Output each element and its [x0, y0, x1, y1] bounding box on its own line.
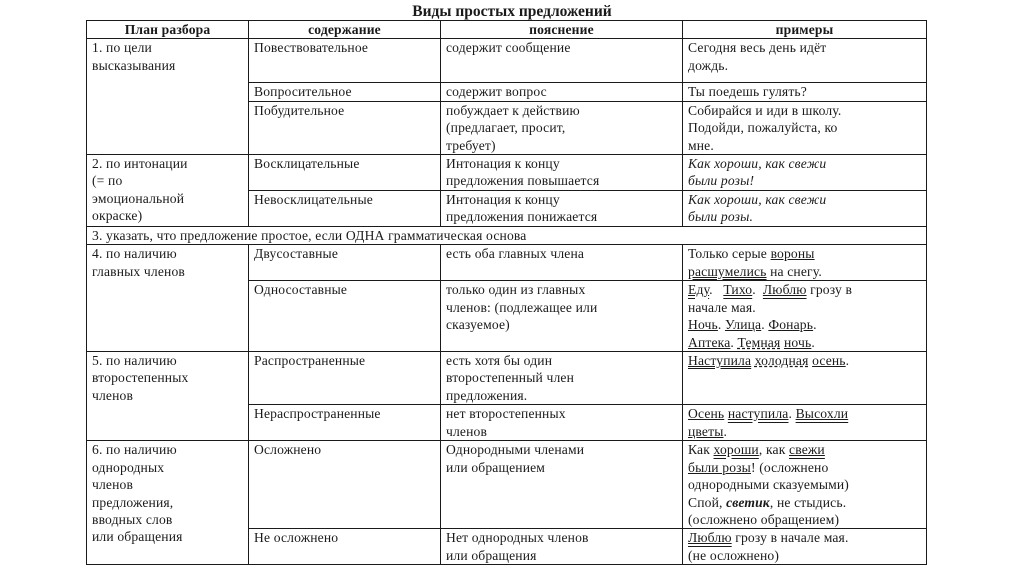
header-row: [87, 21, 927, 39]
plan-text: 2. по интонации (= по эмоциональной окраске): [92, 156, 188, 224]
explanation-text: побуждает к действию (предлагает, просит, требует): [446, 102, 580, 153]
predicate-word: наступила: [727, 406, 789, 422]
predicate-word: хороши: [713, 442, 759, 458]
explanation-text: содержит сообщение: [446, 40, 571, 56]
explanation-cell: [441, 281, 683, 352]
content-text: Вопросительное: [254, 84, 352, 100]
example-word: начале мая.: [688, 299, 756, 315]
example-line: [688, 459, 921, 476]
example-cell: [683, 441, 927, 529]
content-cell: [249, 405, 441, 441]
subject-word: Аптека: [688, 334, 731, 350]
example-cell: [683, 83, 927, 101]
explanation-text: Интонация к концу предложения повышается: [446, 156, 600, 189]
example-line: Аптека. Темная ночь.: [688, 334, 815, 350]
explanation-text: Нет однородных членов или обращения: [446, 530, 589, 563]
example-word: грозу в: [810, 282, 853, 298]
example-line: Еду. Тихо. Люблю грозу в: [688, 282, 853, 298]
content-text: Распространенные: [254, 353, 366, 369]
predicate-word: Наступила: [688, 353, 752, 369]
example-word: как: [765, 442, 786, 458]
example-cell: [683, 39, 927, 83]
example-cell: [683, 101, 927, 154]
content-cell: [249, 191, 441, 227]
header-content: содержание: [249, 21, 441, 39]
explanation-cell: [441, 39, 683, 83]
plan-cell: [87, 245, 249, 352]
example-cell: [683, 405, 927, 441]
example-cell: [683, 155, 927, 191]
content-text: Не осложнено: [254, 530, 339, 546]
table-row: [87, 155, 927, 191]
example-cell: [683, 529, 927, 565]
plan-text: 1. по цели высказывания: [92, 40, 176, 73]
example-word: однородными сказуемыми): [688, 477, 849, 493]
predicate-word: свежи: [789, 442, 825, 458]
plan-cell: [87, 352, 249, 441]
example-line: Как хороши, как свежи: [688, 442, 825, 458]
header-plan: План разбора: [87, 21, 249, 39]
explanation-text: есть хотя бы один второстепенный член предложения.: [446, 353, 575, 403]
explanation-cell: [441, 245, 683, 281]
explanation-text: есть оба главных члена: [446, 246, 585, 262]
example-line: [688, 529, 921, 546]
example-cell: [683, 281, 927, 352]
example-line: [688, 263, 921, 280]
full-row-text: 3. указать, что предложение простое, если ОДНА грамматическая основа: [92, 228, 527, 244]
subject-word: вороны: [770, 246, 815, 262]
predicate-word: Еду: [688, 282, 710, 298]
example-text: Как хороши, как свежи были розы.: [688, 192, 827, 225]
content-cell: [249, 83, 441, 101]
content-cell: [249, 101, 441, 154]
explanation-text: только один из главных членов: (подлежащее или сказуемое): [446, 282, 598, 333]
example-line: [688, 299, 921, 316]
predicate-word: Люблю: [688, 530, 732, 546]
content-cell: [249, 39, 441, 83]
table-row: [87, 39, 927, 83]
example-line: Осень наступила. Высохли: [688, 406, 849, 422]
explanation-cell: [441, 191, 683, 227]
content-cell: [249, 352, 441, 405]
example-word: , не стыдись.: [769, 494, 847, 510]
plan-cell: [87, 155, 249, 227]
explanation-cell: [441, 529, 683, 565]
subject-word: Осень: [688, 406, 725, 422]
content-cell: [249, 245, 441, 281]
predicate-word: расшумелись: [688, 263, 767, 279]
example-cell: [683, 191, 927, 227]
attribute-word: Темная: [737, 334, 781, 350]
header-explanation: пояснение: [441, 21, 683, 39]
explanation-cell: [441, 441, 683, 529]
explanation-text: нет второстепенных членов: [446, 406, 566, 439]
example-word: на снегу.: [770, 263, 822, 279]
content-cell: [249, 529, 441, 565]
example-line: [688, 494, 921, 511]
example-word: (не осложнено): [688, 547, 780, 563]
plan-text: 4. по наличию главных членов: [92, 246, 185, 279]
explanation-cell: [441, 405, 683, 441]
full-row-cell: [87, 227, 927, 245]
explanation-text: Однородными членами или обращением: [446, 442, 585, 475]
explanation-cell: [441, 155, 683, 191]
example-line: [688, 547, 921, 564]
subject-word: осень: [812, 353, 846, 369]
content-cell: [249, 441, 441, 529]
example-cell: [683, 245, 927, 281]
table-row: [87, 245, 927, 281]
subject-word: Фонарь: [768, 317, 814, 333]
plan-text: 5. по наличию второстепенных членов: [92, 353, 189, 403]
example-word: Только серые: [688, 246, 767, 262]
predicate-word: Высохли: [795, 406, 849, 422]
example-word: (осложнено обращением): [688, 511, 840, 527]
explanation-text: содержит вопрос: [446, 84, 547, 100]
example-cell: [683, 352, 927, 405]
example-word: Как: [688, 442, 710, 458]
attribute-word: холодная: [754, 353, 809, 369]
subject-word: ночь: [783, 334, 812, 350]
header-examples: примеры: [683, 21, 927, 39]
example-line: [688, 511, 921, 528]
example-word: ! (осложнено: [750, 459, 829, 475]
predicate-word: Люблю: [762, 282, 807, 298]
subject-word: Ночь: [688, 317, 718, 333]
explanation-text: Интонация к концу предложения понижается: [446, 192, 598, 225]
table-row: [87, 352, 927, 405]
explanation-cell: [441, 352, 683, 405]
content-text: Односоставные: [254, 282, 348, 298]
example-text: Ты поедешь гулять?: [688, 84, 807, 100]
content-cell: [249, 155, 441, 191]
explanation-cell: [441, 83, 683, 101]
content-text: Осложнено: [254, 442, 322, 458]
example-word: грозу в начале мая.: [735, 530, 849, 546]
content-text: Побудительное: [254, 102, 345, 118]
table-row: [87, 441, 927, 529]
example-line: цветы.: [688, 423, 728, 439]
predicate-word: Тихо: [723, 282, 753, 298]
plan-cell: [87, 441, 249, 565]
example-text: Сегодня весь день идёт дождь.: [688, 40, 827, 73]
content-text: Повествовательное: [254, 40, 369, 56]
content-text: Нераспространенные: [254, 406, 381, 422]
sentence-types-table: [86, 20, 927, 565]
document-title: Виды простых предложений: [412, 3, 612, 20]
content-text: Невосклицательные: [254, 192, 373, 208]
explanation-cell: [441, 101, 683, 154]
example-text: Как хороши, как свежи были розы!: [688, 156, 827, 189]
subject-word: Улица: [725, 317, 762, 333]
address-word: светик: [726, 494, 770, 510]
example-text: Собирайся и иди в школу. Подойди, пожалуйста, ко мне.: [688, 102, 842, 153]
example-line: Ночь. Улица. Фонарь.: [688, 317, 817, 333]
example-word: Спой,: [688, 494, 723, 510]
example-line: [688, 245, 921, 262]
content-cell: [249, 281, 441, 352]
content-text: Восклицательные: [254, 156, 360, 172]
example-line: Наступила холодная осень.: [688, 353, 850, 369]
example-line: [688, 476, 921, 493]
subject-word: были розы: [688, 459, 751, 475]
plan-cell: [87, 39, 249, 155]
table-row: [87, 227, 927, 245]
subject-word: цветы: [688, 423, 724, 439]
plan-text: 6. по наличию однородных членов предложения, вводных слов или обращения: [92, 442, 183, 545]
content-text: Двусоставные: [254, 246, 339, 262]
